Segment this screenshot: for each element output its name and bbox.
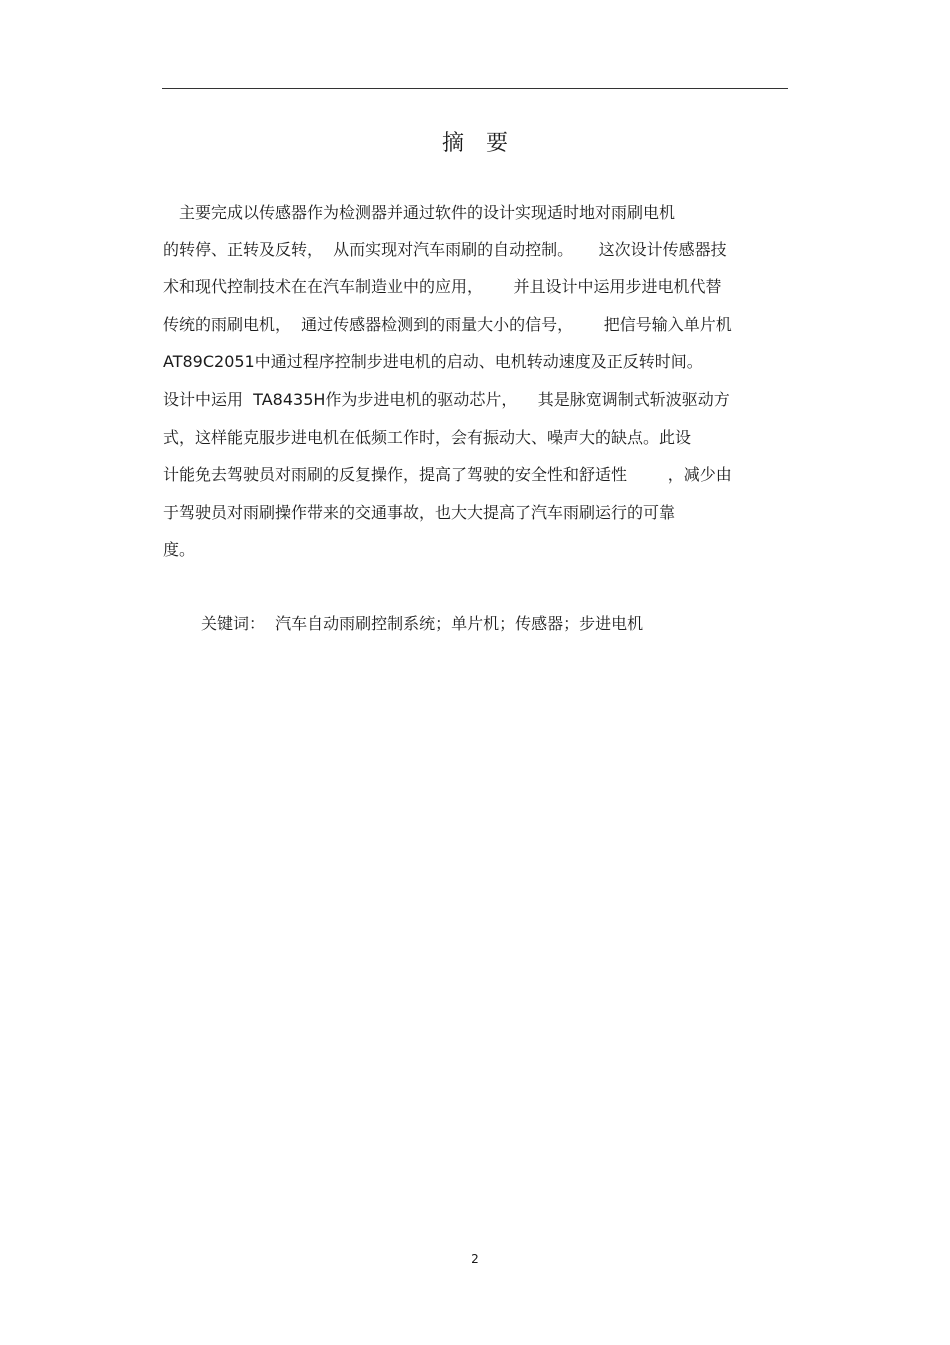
- abstract-line-6: 设计中运用 TA8435H作为步进电机的驱动芯片， 其是脉宽调制式斩波驱动方: [163, 390, 730, 409]
- abstract-line-9: 于驾驶员对雨刷操作带来的交通事故，也大大提高了汽车雨刷运行的可靠: [163, 503, 676, 522]
- header-rule: [162, 88, 788, 89]
- abstract-line-8: 计能免去驾驶员对雨刷的反复操作，提高了驾驶的安全性和舒适性 ，减少由: [163, 465, 732, 484]
- abstract-line-10: 度。: [163, 540, 196, 559]
- abstract-line-1: 主要完成以传感器作为检测器并通过软件的设计实现适时地对雨刷电机: [163, 203, 676, 222]
- keywords-line: 关键词： 汽车自动雨刷控制系统；单片机；传感器；步进电机: [201, 614, 644, 633]
- abstract-line-2: 的转停、正转及反转， 从而实现对汽车雨刷的自动控制。 这次设计传感器技: [163, 240, 727, 259]
- abstract-line-3: 术和现代控制技术在在汽车制造业中的应用， 并且设计中运用步进电机代替: [163, 277, 722, 296]
- abstract-line-7: 式，这样能克服步进电机在低频工作时，会有振动大、噪声大的缺点。此设: [163, 428, 692, 447]
- page-number: 2: [471, 1252, 479, 1266]
- abstract-line-5: AT89C2051中通过程序控制步进电机的启动、电机转动速度及正反转时间。: [163, 352, 703, 371]
- abstract-title: 摘 要: [441, 131, 508, 156]
- abstract-line-4: 传统的雨刷电机， 通过传感器检测到的雨量大小的信号， 把信号输入单片机: [163, 315, 732, 334]
